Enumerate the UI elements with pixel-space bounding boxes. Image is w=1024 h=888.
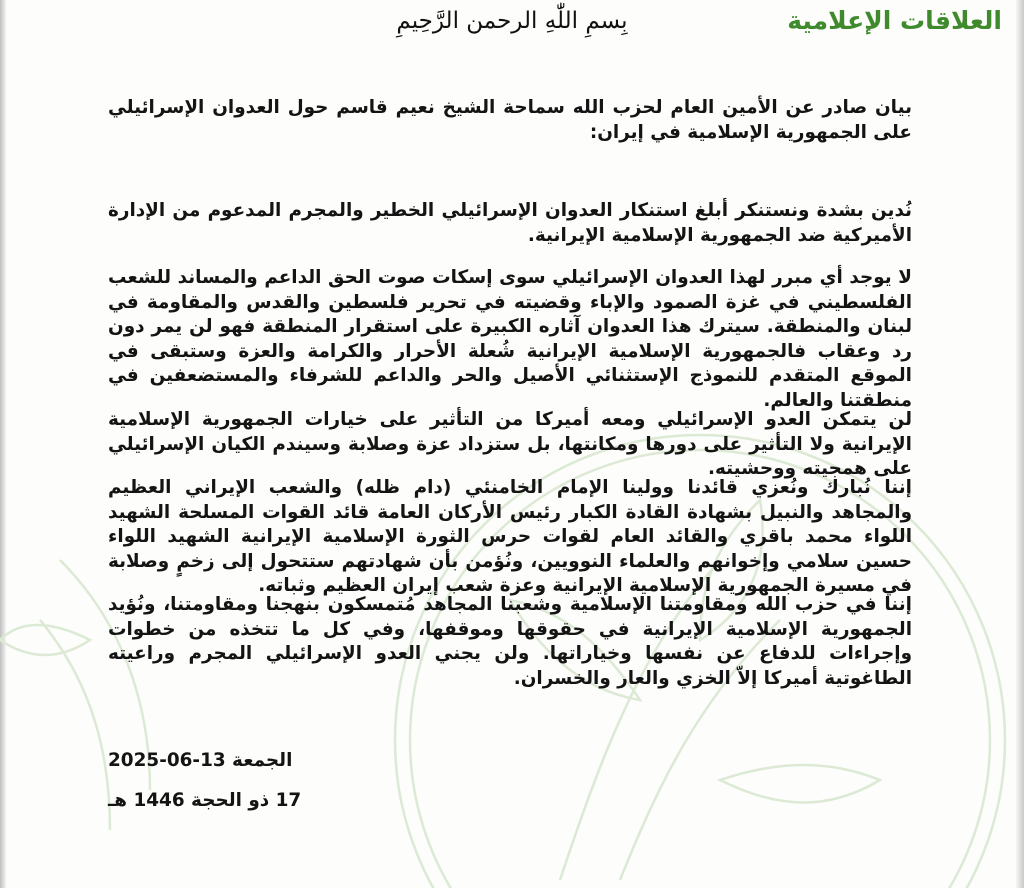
paragraph-condolences: إننا نُبارك ونُعزي قائدنا وولينا الإمام الخامنئي (دام ظله) والشعب الإيراني العظيم والمجاهد والنبيل بشهادة القادة الكبار رئيس الأركان العامة قائد القوات المسلحة الشهيد اللواء محمد باقري والقائد العام لقوات حرس الثورة الإسلامية الإيرانية الشهيد اللواء حسين سلامي وإخوانهم والعلماء النوويين، ونُؤمن بأن شهادتهم ستتحول إلى زخمٍ وصلابة في مسيرة الجمهورية الإسلامية الإيرانية وعزة شعب إيران العظيم وثباته. [108, 477, 912, 596]
paragraph-condemnation: نُدين بشدة ونستنكر أبلغ استنكار العدوان الإسرائيلي الخطير والمجرم المدعوم من الإدارة الأميركية ضد الجمهورية الإسلامية الإيرانية. [108, 200, 912, 246]
hijri-date: 17 ذو الحجة 1446 هـ [108, 790, 302, 811]
paragraph-no-justification: لا يوجد أي مبرر لهذا العدوان الإسرائيلي سوى إسكات صوت الحق الداعم والمساند للشعب الفلسطيني في غزة الصمود والإباء وقضيته في تحرير فلسطين والقدس والمقاومة في لبنان والمنطقة. سيترك هذا العدوان آثاره الكبيرة على استقرار المنطقة فهو لن يمر دون رد وعقاب فالجمهورية الإسلامية الإيرانية شُعلة الأحرار والكرامة والعزة وستبقى في الموقع المتقدم للنموذج الإستثنائي الأصيل والحر والداعم للشرفاء والمستضعفين في منطقتنا والعالم. [108, 267, 912, 411]
paragraph-enemy-cannot: لن يتمكن العدو الإسرائيلي ومعه أميركا من التأثير على خيارات الجمهورية الإسلامية الإيرانية ولا التأثير على دورها ومكانتها، بل ستزداد عزة وصلابة وسيندم الكيان الإسرائيلي على همجيته ووحشيته. [108, 409, 912, 479]
gregorian-date: الجمعة 13-06-2025 [108, 750, 293, 771]
media-relations-logo: العلاقات الإعلامية [787, 6, 1002, 35]
page-edge-left [0, 0, 6, 888]
statement-title: بيان صادر عن الأمين العام لحزب الله سماحة الشيخ نعيم قاسم حول العدوان الإسرائيلي على الجمهورية الإسلامية في إيران: [108, 97, 912, 143]
paragraph-support: إننا في حزب الله ومقاومتنا الإسلامية وشعبنا المجاهد مُتمسكون بنهجنا ومقاومتنا، ونُؤيد الجمهورية الإسلامية الإيرانية في حقوقها وموقفها، وفي كل ما تتخذه من خطوات وإجراءات للدفاع عن نفسها وخياراتها. ولن يجني العدو الإسرائيلي المجرم وراعيته الطاغوتية أميركا إلاّ الخزي والعار والخسران. [108, 594, 912, 689]
basmala-heading: بِسمِ اللّٰهِ الرحمن الرَّحِيمِ [396, 8, 628, 34]
page-edge-right [1016, 0, 1024, 888]
